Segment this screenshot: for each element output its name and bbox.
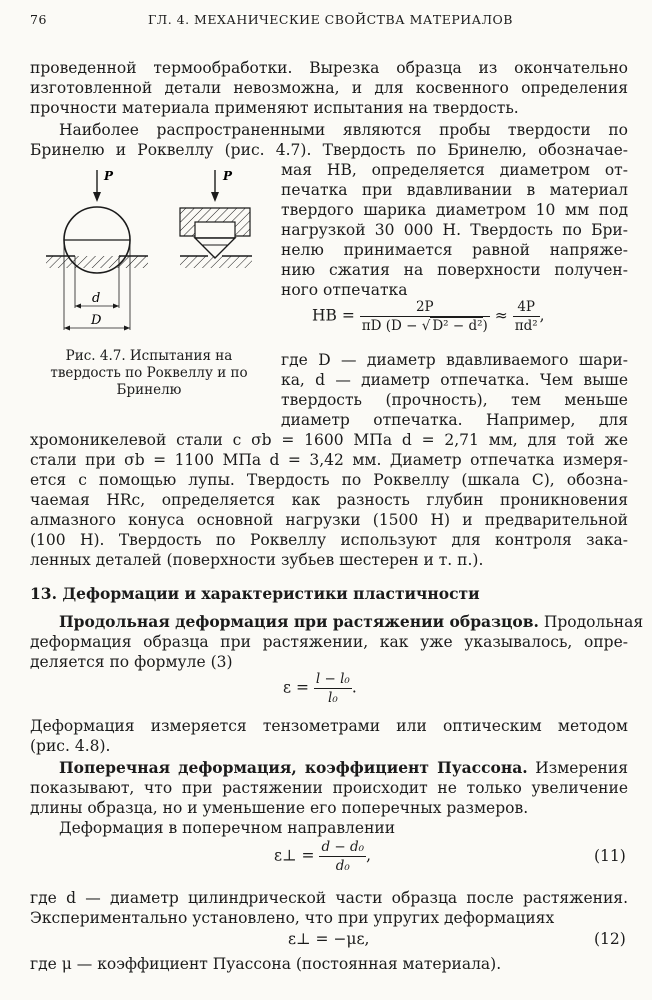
p3-line-3: ется с помощью лупы. Твердость по Роквеллу (шкала C), обозна- (30, 471, 628, 489)
p3-line-2: стали при σb = 1100 МПа d = 3,42 мм. Диаметр отпечатка измеря- (30, 451, 628, 469)
p8-line-2: Экспериментально установлено, что при упругих деформациях (30, 909, 555, 927)
formula-hb-denominator: πD (D − √ D² − d²) (361, 318, 488, 334)
p6-bold-lead: Поперечная деформация, коэффициент Пуассона. (59, 758, 528, 777)
p3-line-1: хромоникелевой стали с σb = 1600 МПа d = 2,71 мм, для той же (30, 431, 628, 449)
formula-12: ε⊥ = −με, (288, 930, 370, 948)
formula-hb-den-right: ) (482, 318, 488, 334)
formula-11-tail: , (366, 846, 371, 865)
formula-11-lhs: ε⊥ = (274, 846, 315, 865)
p2-col-line-2: печатка при вдавливании в материал (281, 181, 628, 199)
p4-line-1 (30, 612, 644, 632)
caption-line-2: твердость по Роквеллу и по (50, 365, 248, 381)
p3-col-line-3: твердость (прочность), тем меньше (281, 391, 628, 409)
formula-eps-numerator: l − l₀ (315, 671, 350, 687)
formula-hb-den-left: πD (D − (361, 318, 418, 334)
p3-line-4: чаемая HRc, определяется как разность глубин проникновения (30, 491, 628, 509)
running-title: ГЛ. 4. МЕХАНИЧЕСКИЕ СВОЙСТВА МАТЕРИАЛОВ (148, 12, 513, 27)
p6-line-2: показывают, что при растяжении происходит не только увеличение (30, 779, 628, 797)
section-title: 13. Деформации и характеристики пластичности (30, 584, 480, 603)
p6-line-3: длины образца, но и уменьшение его поперечных размеров. (30, 799, 529, 817)
formula-eps-fraction (314, 670, 352, 707)
equation-number-11: (11) (594, 847, 626, 865)
p7-line-1: Деформация в поперечном направлении (59, 819, 396, 837)
p1-line-2: изготовленной детали невозможна, и для косвенного определения (30, 79, 628, 97)
formula-eps (283, 670, 357, 707)
rockwell-diagram (180, 169, 252, 268)
brinell-d-label: d (92, 291, 101, 306)
formula-hb-lhs: HB = (312, 306, 355, 325)
formula-hb (312, 298, 545, 335)
figure-4-7-drawing (30, 160, 268, 346)
formula-hb-sqrt: D² − d² (432, 318, 483, 334)
figure-4-7 (30, 160, 268, 400)
rockwell-load-label: P (223, 169, 233, 183)
caption-line-1: Рис. 4.7. Испытания на (65, 348, 233, 364)
formula-hb-fraction-2 (513, 298, 540, 335)
p1-line-3: прочности материала применяют испытания на твердость. (30, 99, 519, 117)
p3-line-7: ленных деталей (поверхности зубьев шестерен и т. п.). (30, 551, 484, 569)
p4-line-2: деформация образца при растяжении, как уже указывалось, опре- (30, 633, 628, 651)
running-header (30, 12, 628, 34)
formula-hb-denominator-2: πd² (514, 318, 538, 334)
p4-line-3: деляется по формуле (3) (30, 653, 233, 671)
p4-bold-lead: Продольная деформация при растяжении образцов. (59, 612, 539, 631)
p6-rest: Измерения (527, 759, 628, 777)
equation-number-12: (12) (594, 930, 626, 948)
formula-hb-numerator-2: 4P (513, 298, 540, 317)
p5-line-2: (рис. 4.8). (30, 737, 111, 755)
brinell-diagram (46, 169, 148, 331)
formula-eps-lhs: ε = (283, 678, 309, 697)
brinell-load-label: P (104, 169, 114, 183)
p2-col-line-7: ного отпечатка (281, 281, 408, 299)
p2-col-line-6: нию сжатия на поверхности получен- (281, 261, 628, 279)
p2-line-1: Наиболее распространенными являются пробы твердости по (59, 121, 628, 139)
p2-line-2: Бринелю и Роквеллу (рис. 4.7). Твердость по Бринелю, обозначае- (30, 141, 628, 159)
p3-col-line-4: диаметр отпечатка. Например, для (281, 411, 628, 429)
figure-4-7-caption (30, 348, 268, 399)
caption-line-3: Бринелю (116, 382, 182, 398)
p3-line-6: (100 Н). Твердость по Роквеллу используют для контроля зака- (30, 531, 628, 549)
p1-line-1: проведенной термообработки. Вырезка образца из окончательно (30, 59, 628, 77)
brinell-D-label: D (91, 313, 102, 328)
formula-11-fraction (319, 838, 366, 875)
formula-hb-tail: , (539, 306, 545, 325)
p4-rest: Продольная (538, 613, 644, 631)
p3-line-5: алмазного конуса основной нагрузки (1500 Н) и предварительной (30, 511, 628, 529)
p2-col-line-3: твердого шарика диаметром 10 мм под (281, 201, 628, 219)
p3-col-line-1: где D — диаметр вдавливаемого шари- (281, 351, 628, 369)
formula-hb-approx: ≈ (494, 306, 508, 325)
formula-11-denominator: d₀ (335, 858, 350, 874)
formula-11-numerator: d − d₀ (321, 839, 365, 855)
p3-col-line-2: ка, d — диаметр отпечатка. Чем выше (281, 371, 628, 389)
formula-11 (274, 838, 371, 875)
page-number: 76 (30, 12, 47, 27)
formula-eps-tail: . (351, 678, 357, 697)
p6-line-1 (30, 758, 628, 778)
formula-hb-numerator: 2P (360, 298, 490, 317)
p9-line-1: где μ — коэффициент Пуассона (постоянная материала). (30, 955, 502, 973)
p2-col-line-4: нагрузкой 30 000 Н. Твердость по Бри- (281, 221, 628, 239)
p2-col-line-5: нелю принимается равной напряже- (281, 241, 628, 259)
formula-eps-denominator: l₀ (328, 690, 338, 706)
p2-col-line-1: мая HB, определяется диаметром от- (281, 161, 628, 179)
p8-line-1: где d — диаметр цилиндрической части образца после растяжения. (30, 889, 628, 907)
p5-line-1: Деформация измеряется тензометрами или оптическим методом (30, 717, 628, 735)
formula-hb-fraction (360, 298, 490, 335)
